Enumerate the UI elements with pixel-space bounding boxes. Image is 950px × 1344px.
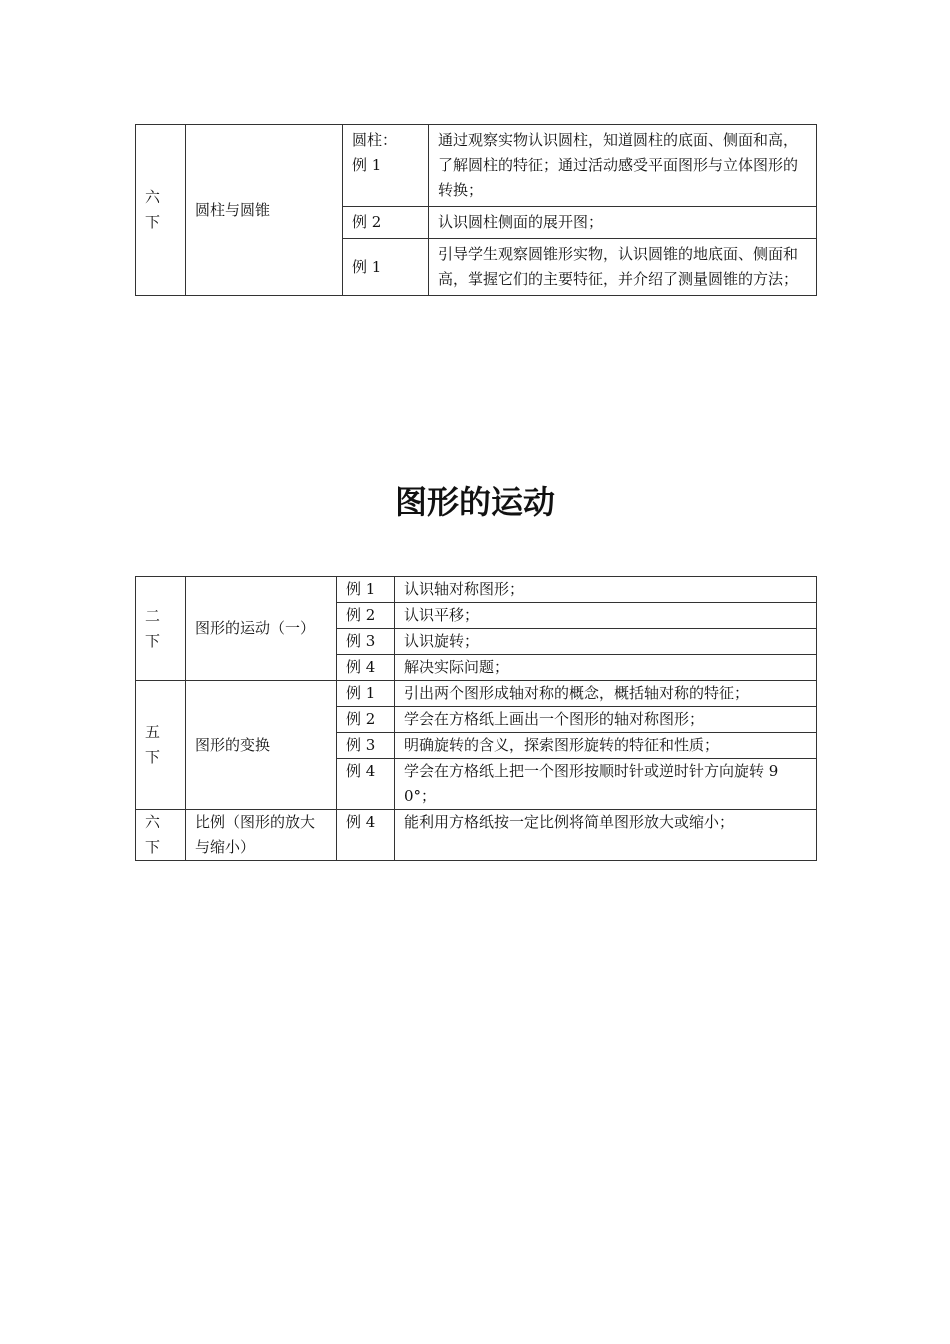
grade-cell: 五 下 <box>136 681 186 810</box>
content-cell: 引导学生观察圆锥形实物，认识圆锥的地底面、侧面和高，掌握它们的主要特征，并介绍了测量圆锥的方法； <box>429 239 817 296</box>
example-cell: 例 4 <box>337 810 395 861</box>
table-row <box>136 125 817 207</box>
content-cell: 认识旋转； <box>395 629 817 655</box>
content-cell: 认识圆柱侧面的展开图； <box>429 207 817 239</box>
content-cell: 学会在方格纸上把一个图形按顺时针或逆时针方向旋转 90°； <box>395 759 817 810</box>
example-cell: 例 1 <box>337 681 395 707</box>
example-cell: 例 1 <box>343 239 429 296</box>
grade-cell: 六 下 <box>136 125 186 296</box>
example-cell: 例 4 <box>337 655 395 681</box>
example-cell: 例 2 <box>343 207 429 239</box>
content-cell: 解决实际问题； <box>395 655 817 681</box>
example-cell: 例 2 <box>337 707 395 733</box>
curriculum-table-motion <box>135 576 817 861</box>
grade-cell: 六 下 <box>136 810 186 861</box>
example-cell: 例 3 <box>337 629 395 655</box>
topic-cell: 图形的运动（一） <box>186 577 337 681</box>
curriculum-table-solids <box>135 124 817 296</box>
grade-cell: 二 下 <box>136 577 186 681</box>
topic-cell: 比例（图形的放大与缩小） <box>186 810 337 861</box>
content-cell: 明确旋转的含义，探索图形旋转的特征和性质； <box>395 733 817 759</box>
table-row <box>136 577 817 603</box>
topic-cell: 图形的变换 <box>186 681 337 810</box>
table-row <box>136 681 817 707</box>
topic-cell: 圆柱与圆锥 <box>186 125 343 296</box>
content-cell: 认识轴对称图形； <box>395 577 817 603</box>
example-cell: 例 2 <box>337 603 395 629</box>
content-cell: 学会在方格纸上画出一个图形的轴对称图形； <box>395 707 817 733</box>
content-cell: 认识平移； <box>395 603 817 629</box>
content-cell: 引出两个图形成轴对称的概念，概括轴对称的特征； <box>395 681 817 707</box>
table-row <box>136 810 817 861</box>
example-cell: 例 1 <box>337 577 395 603</box>
example-cell: 例 3 <box>337 733 395 759</box>
content-cell: 能利用方格纸按一定比例将简单图形放大或缩小； <box>395 810 817 861</box>
content-cell: 通过观察实物认识圆柱，知道圆柱的底面、侧面和高，了解圆柱的特征；通过活动感受平面图形与立体图形的转换； <box>429 125 817 207</box>
example-cell: 例 4 <box>337 759 395 810</box>
section-title: 图形的运动 <box>394 483 555 521</box>
example-cell: 圆柱： 例 1 <box>343 125 429 207</box>
